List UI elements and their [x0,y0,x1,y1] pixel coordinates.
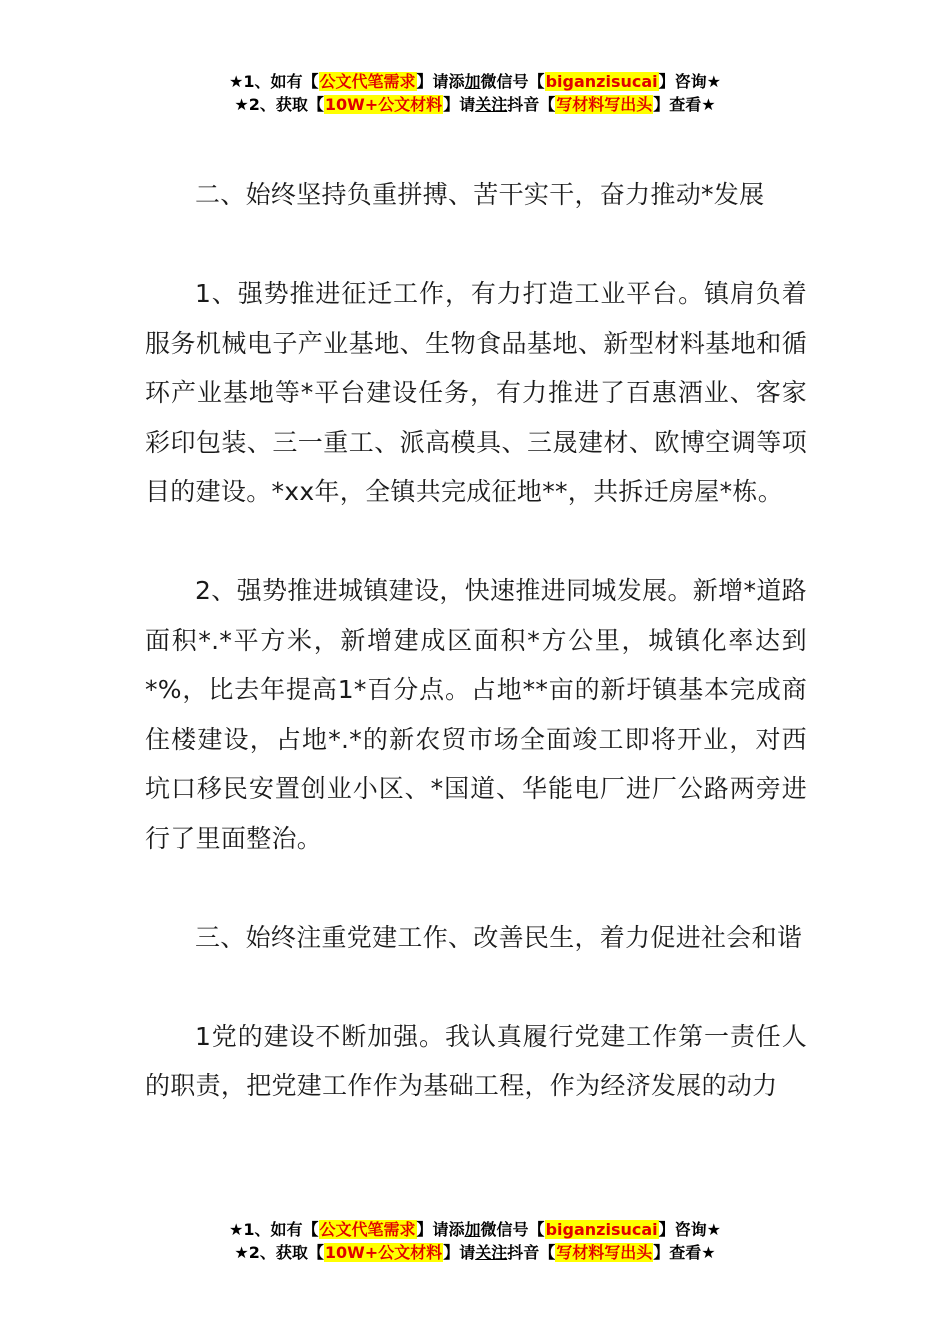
banner-text: 】请 [443,95,476,114]
banner-text: 微信号【 [480,72,545,91]
banner-line-1 [0,70,950,93]
banner-text: 】请添 [416,72,465,91]
header-banner [0,70,950,116]
highlight-douyin: 写材料写出头 [556,1243,653,1262]
banner-line-2 [0,1241,950,1264]
banner-text: ★2、获取【 [234,95,324,114]
banner-text: ★1、如有【 [229,72,319,91]
highlight-douyin: 写材料写出头 [556,95,653,114]
highlight-wechat-id: biganzisucai [545,72,658,91]
document-body [145,170,807,1111]
banner-underline-text: 加 [464,1220,481,1239]
banner-text: 】咨询★ [658,1220,721,1239]
highlight-materials: 10W+公文材料 [324,95,443,114]
banner-underline-text: 关注 [475,1243,508,1262]
footer-banner [0,1218,950,1264]
paragraph-2: 2、强势推进城镇建设，快速推进同城发展。新增*道路面积*.*平方米，新增建成区面积*方公里，城镇化率达到*%，比去年提高1*百分点。占地**亩的新圩镇基本完成商住楼建设，占地*.*的新农贸市场全面竣工即将开业，对西坑口移民安置创业小区、*国道、华能电厂进厂公路两旁进行了里面整治。 [145,576,807,853]
section-heading-3: 三、始终注重党建工作、改善民生，着力促进社会和谐 [195,922,803,952]
banner-line-2 [0,93,950,116]
banner-underline-text: 加 [464,72,481,91]
banner-text: 微信号【 [480,1220,545,1239]
banner-text: 】查看★ [653,1243,716,1262]
banner-text: 】查看★ [653,95,716,114]
highlight-materials: 10W+公文材料 [324,1243,443,1262]
banner-text: 】请 [443,1243,476,1262]
highlight-wechat-id: biganzisucai [545,1220,658,1239]
paragraph-1: 1、强势推进征迁工作，有力打造工业平台。镇肩负着服务机械电子产业基地、生物食品基地、新型材料基地和循环产业基地等*平台建设任务，有力推进了百惠酒业、客家彩印包装、三一重工、派高模具、三晟建材、欧博空调等项目的建设。*xx年，全镇共完成征地**，共拆迁房屋*栋。 [145,279,807,506]
banner-text: 抖音【 [507,1243,556,1262]
banner-underline-text: 关注 [475,95,508,114]
section-heading-2: 二、始终坚持负重拼搏、苦干实干，奋力推动*发展 [195,180,765,209]
banner-text: ★2、获取【 [234,1243,324,1262]
highlight-service: 公文代笔需求 [319,1220,416,1239]
paragraph-3: 1党的建设不断加强。我认真履行党建工作第一责任人的职责，把党建工作作为基础工程，作为经济发展的动力 [145,1021,807,1100]
highlight-service: 公文代笔需求 [319,72,416,91]
banner-line-1 [0,1218,950,1241]
banner-text: 】请添 [416,1220,465,1239]
banner-text: ★1、如有【 [229,1220,319,1239]
banner-text: 抖音【 [507,95,556,114]
banner-text: 】咨询★ [658,72,721,91]
